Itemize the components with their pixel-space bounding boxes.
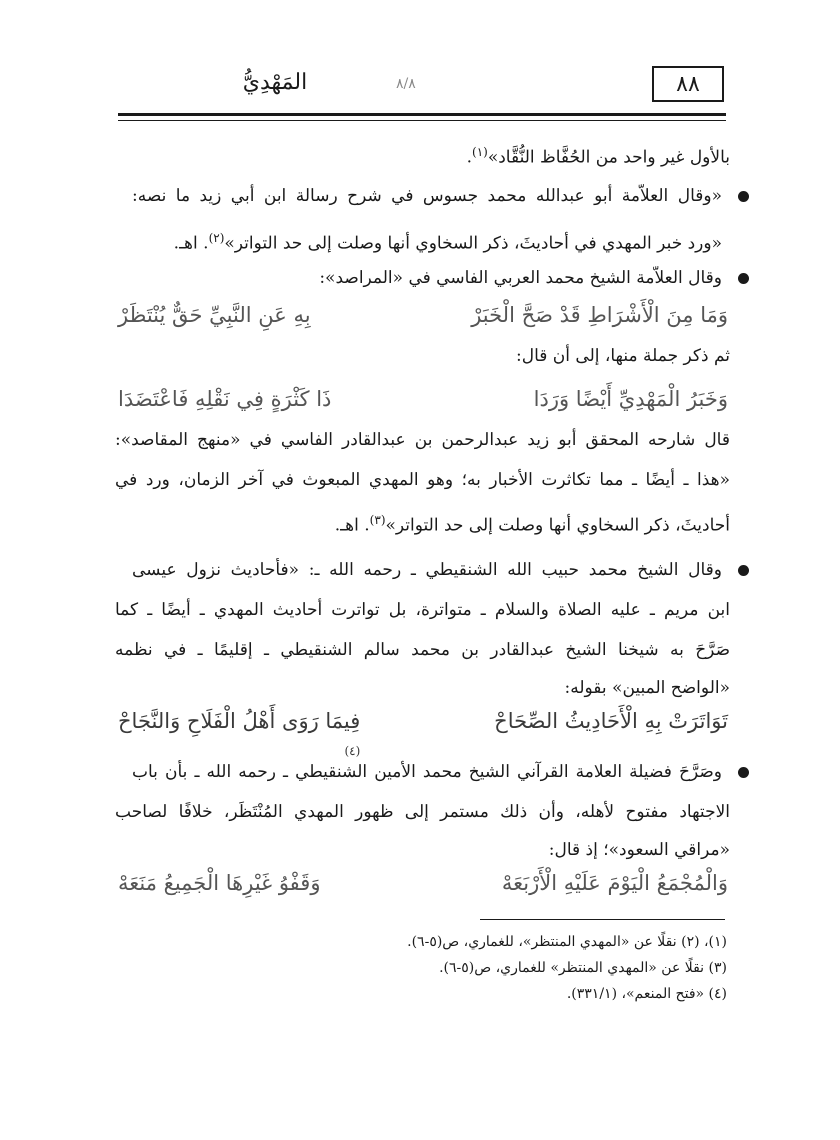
verse-hemistich: فِيمَا رَوَى أَهْلُ الْفَلَاحِ وَالنَّجَاحْ (٤) [118, 706, 360, 766]
header-rule-thick [118, 113, 726, 116]
verse-hemistich: وَقَفْوُ غَيْرِهَا الْجَمِيعُ مَنَعَهْ [118, 871, 321, 895]
text-line: وقال الشيخ محمد حبيب الله الشنقيطي ـ رحمه الله ـ: «فأحاديث نزول عيسى [132, 560, 722, 580]
running-title: المَهْدِيُّ [242, 70, 308, 95]
header-rule-thin [118, 120, 726, 121]
text-line: وصَرَّحَ فضيلة العلامة القرآني الشيخ محمد الأمين الشنقيطي ـ رحمه الله ـ بأن باب [132, 762, 722, 782]
verse-line [118, 384, 728, 414]
verse-hemistich: وَخَبَرُ الْمَهْدِيِّ أَيْضًا وَرَدَا [533, 387, 728, 411]
verse-hemistich: وَمَا مِنَ الْأَشْرَاطِ قَدْ صَحَّ الْخَبَرْ [471, 303, 728, 327]
verse-line [118, 868, 728, 898]
text-line: صَرَّحَ به شيخنا الشيخ عبدالقادر بن محمد سالم الشنقيطي ـ إقليمًا ـ في نظمه [115, 640, 730, 660]
text-line: وقال العلاَّمة الشيخ محمد العربي الفاسي في «المراصد»: [319, 268, 722, 288]
page-number: ٨٨ [652, 66, 724, 102]
text-line: الاجتهاد مفتوح لأهله، وأن ذلك مستمر إلى ظهور المهدي المُنْتَظَر، خلافًا لصاحب [115, 802, 730, 822]
bullet-icon [738, 191, 749, 202]
footnote-ref: (٣) [369, 513, 386, 527]
footnote-ref: (٢) [208, 231, 225, 245]
verse-line [118, 706, 728, 766]
verse-hemistich: ذَا كَثْرَةٍ فِي نَقْلِهِ فَاعْتَضَدَا [118, 387, 332, 411]
footnote: (٣) نقلًا عن «المهدي المنتظر» للغماري، ص(٥-٦). [439, 960, 727, 976]
footnote-ref: (١) [472, 145, 488, 159]
text-line: «ورد خبر المهدي في أحاديثَ، ذكر السخاوي أنها وصلت إلى حد التواتر»$^{(٢)}$. اهـ. [173, 231, 722, 254]
text-line: ابن مريم ـ عليه الصلاة والسلام ـ متواترة، بل تواترت أحاديث المهدي ـ أيضًا ـ كما [115, 600, 730, 620]
footnote: (٤) «فتح المنعم»، (٣٣١/١). [566, 986, 727, 1002]
verse-hemistich: بِهِ عَنِ النَّبِيِّ حَقٌّ يُنْتَظَرْ [118, 303, 311, 327]
verse-hemistich: تَوَاتَرَتْ بِهِ الْأَحَادِيثُ الصِّحَاحْ [494, 709, 728, 733]
verse-hemistich: وَالْمُجْمَعُ الْيَوْمَ عَلَيْهِ الْأَرْبَعَهْ [501, 871, 728, 895]
text-line: قال شارحه المحقق أبو زيد عبدالرحمن بن عبدالقادر الفاسي في «منهج المقاصد»: [115, 430, 730, 450]
text-line: ثم ذكر جملة منها، إلى أن قال: [516, 346, 730, 366]
footnote-separator [480, 919, 725, 920]
footnote: (١)، (٢) نقلًا عن «المهدي المنتظر»، للغماري، ص(٥-٦). [407, 934, 727, 950]
text-line: «وقال العلاَّمة أبو عبدالله محمد جسوس في شرح رسالة ابن أبي زيد ما نصه: [132, 186, 722, 206]
header-mark: ٨/٨ [396, 76, 416, 92]
footnote-ref: (٤) [344, 744, 361, 758]
text-line: «الواضح المبين» بقوله: [564, 678, 730, 698]
text-line: أحاديثَ، ذكر السخاوي أنها وصلت إلى حد التواتر»$^{(٣)}$. اهـ. [334, 513, 730, 536]
bullet-icon [738, 565, 749, 576]
bullet-icon [738, 273, 749, 284]
text-line: «هذا ـ أيضًا ـ مما تكاثرت الأخبار به؛ وهو المهدي المبعوث في آخر الزمان، ورد في [115, 470, 730, 490]
verse-line [118, 300, 728, 330]
text-line: بالأول غير واحد من الحُفَّاظ النُّقَّاد»$^{(١)}$. [466, 145, 730, 168]
text-line: «مراقي السعود»؛ إذ قال: [548, 840, 730, 860]
bullet-icon [738, 767, 749, 778]
